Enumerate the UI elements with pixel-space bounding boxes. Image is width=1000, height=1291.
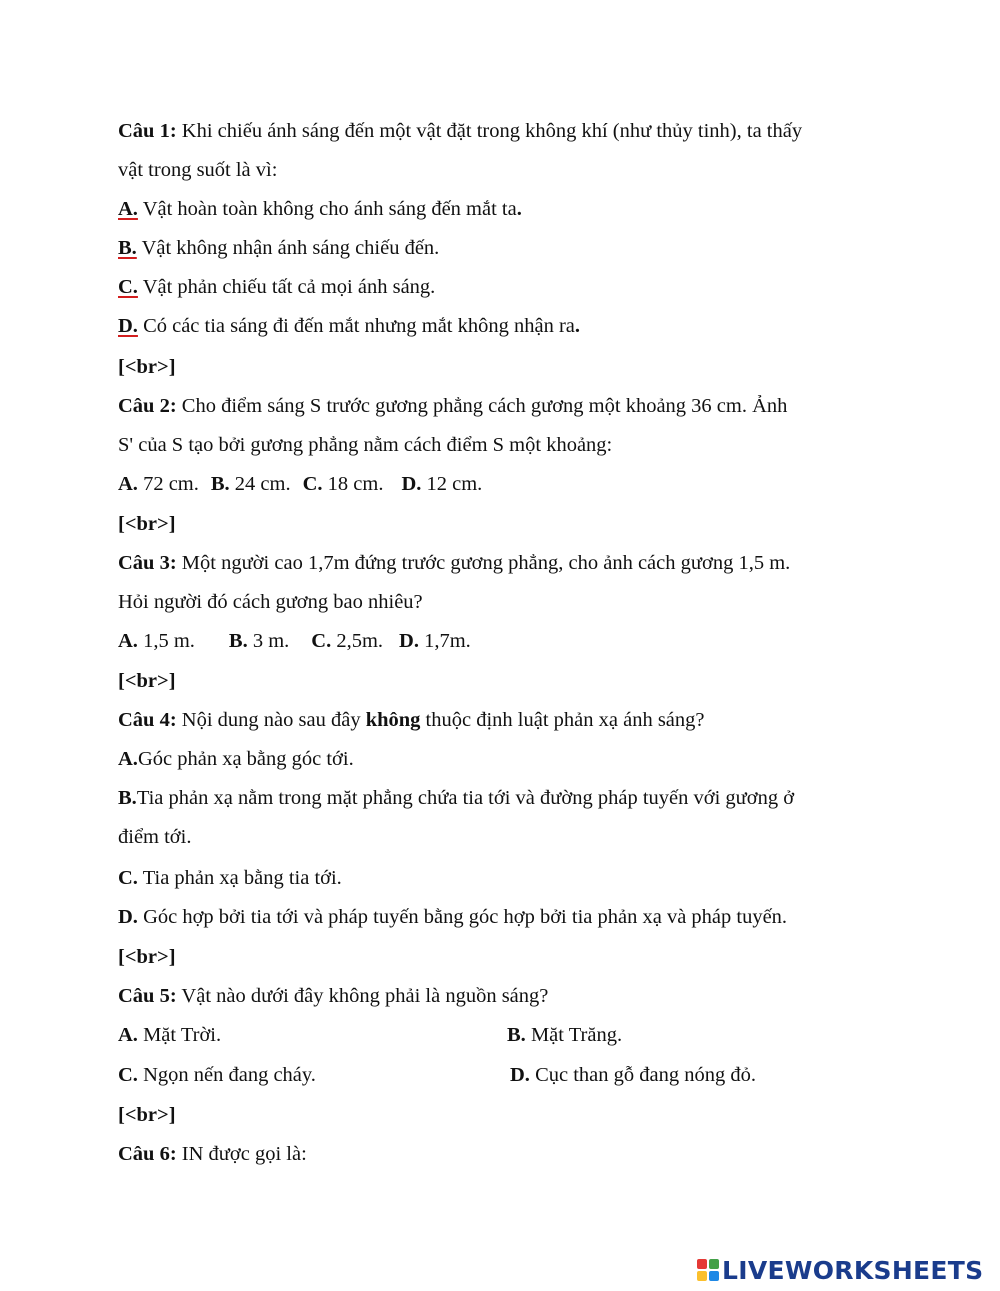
q4-stem-text-pre: Nội dung nào sau đây	[176, 709, 366, 731]
q3-option-b-key: B.	[228, 630, 248, 652]
q2-label: Câu 2:	[118, 395, 177, 417]
q4-stem-line	[118, 707, 705, 733]
q3-stem-text-1: Một người cao 1,7m đứng trước gương phẳng, cho ảnh cách gương 1,5 m.	[176, 552, 791, 574]
q4-option-a	[118, 746, 354, 772]
q1-label: Câu 1:	[118, 120, 177, 142]
q2-option-c-text: 18 cm.	[322, 473, 384, 495]
q1-option-a	[118, 196, 522, 222]
q6-label: Câu 6:	[118, 1143, 177, 1165]
q2-option-a-key: A.	[118, 473, 138, 495]
q2-option-d-key: D.	[401, 473, 422, 495]
q3-stem-line-2	[118, 589, 423, 615]
q3-option-a-key: A.	[118, 630, 138, 652]
q4-option-b-line-2	[118, 824, 191, 850]
q3-option-b-text: 3 m.	[247, 630, 290, 652]
q4-stem-text-post: thuộc định luật phản xạ ánh sáng?	[420, 709, 705, 731]
q5-option-c-key: C.	[118, 1064, 138, 1086]
q1-stem-line-1	[118, 118, 802, 144]
q2-stem-text-2: S' của S tạo bởi gương phẳng nằm cách điểm S một khoảng:	[118, 434, 613, 456]
q4-option-a-text: Góc phản xạ bằng góc tới.	[137, 748, 354, 770]
q5-label: Câu 5:	[118, 985, 177, 1007]
q1-option-d-dot: .	[574, 315, 581, 337]
separator-5: [<br>]	[118, 1104, 176, 1126]
q3-stem-text-2: Hỏi người đó cách gương bao nhiêu?	[118, 591, 423, 613]
q4-stem-text-bold: không	[365, 709, 421, 731]
q1-option-d	[118, 313, 580, 339]
q1-option-b	[118, 235, 439, 261]
q5-stem-text: Vật nào dưới đây không phải là nguồn sáng?	[176, 985, 549, 1007]
separator-2: [<br>]	[118, 513, 176, 535]
q1-option-a-dot: .	[516, 198, 522, 220]
q4-option-a-key: A.	[118, 748, 138, 770]
q3-options	[118, 628, 471, 654]
q3-stem-line-1	[118, 550, 790, 576]
q2-stem-line-2	[118, 432, 612, 458]
q1-option-b-text: Vật không nhận ánh sáng chiếu đến.	[136, 237, 440, 259]
logo-text: LIVEWORKSHEETS	[722, 1255, 984, 1285]
q6-stem-line	[118, 1141, 307, 1167]
liveworksheets-squares-icon	[697, 1259, 719, 1281]
q2-option-a-text: 72 cm.	[137, 473, 199, 495]
q4-option-d-text: Góc hợp bởi tia tới và pháp tuyến bằng góc hợp bởi tia phản xạ và pháp tuyến.	[137, 906, 788, 928]
q4-option-d	[118, 904, 787, 930]
q5-option-b	[507, 1022, 622, 1048]
separator-1: [<br>]	[118, 356, 176, 378]
q1-option-a-text: Vật hoàn toàn không cho ánh sáng đến mắt ta	[137, 198, 517, 220]
q4-option-c-text: Tia phản xạ bằng tia tới.	[137, 867, 342, 889]
q4-option-b-line-1	[118, 785, 794, 811]
q3-option-c-text: 2,5m.	[331, 630, 384, 652]
q2-stem-text-1: Cho điểm sáng S trước gương phẳng cách gương một khoảng 36 cm. Ảnh	[176, 395, 788, 417]
q5-option-c-text: Ngọn nến đang cháy.	[137, 1064, 316, 1086]
q1-stem-line-2	[118, 157, 277, 183]
q1-option-c-key: C.	[118, 276, 138, 298]
q1-option-b-key: B.	[118, 237, 137, 259]
q1-stem-text-1: Khi chiếu ánh sáng đến một vật đặt trong không khí (như thủy tinh), ta thấy	[176, 120, 803, 142]
liveworksheets-logo	[697, 1255, 983, 1285]
q1-option-c	[118, 274, 435, 300]
q6-stem-text: IN được gọi là:	[176, 1143, 307, 1165]
separator-3: [<br>]	[118, 670, 176, 692]
q1-option-d-text: Có các tia sáng đi đến mắt nhưng mắt không nhận ra	[137, 315, 575, 337]
q2-option-d-text: 12 cm.	[421, 473, 483, 495]
q4-label: Câu 4:	[118, 709, 177, 731]
q4-option-d-key: D.	[118, 906, 138, 928]
q5-option-d-key: D.	[510, 1064, 530, 1086]
q4-option-c	[118, 865, 342, 891]
q2-option-b-text: 24 cm.	[229, 473, 291, 495]
q5-option-b-key: B.	[507, 1024, 526, 1046]
q3-option-a-text: 1,5 m.	[137, 630, 195, 652]
q2-options	[118, 471, 482, 497]
q3-label: Câu 3:	[118, 552, 177, 574]
q4-option-b-key: B.	[118, 787, 137, 809]
q2-option-c-key: C.	[302, 473, 323, 495]
q1-option-c-text: Vật phản chiếu tất cả mọi ánh sáng.	[137, 276, 436, 298]
q2-option-b-key: B.	[210, 473, 230, 495]
q3-option-c-key: C.	[311, 630, 332, 652]
q5-option-c	[118, 1062, 316, 1088]
q5-option-a	[118, 1022, 221, 1048]
q2-stem-line-1	[118, 393, 787, 419]
q1-option-d-key: D.	[118, 315, 138, 337]
q5-stem-line	[118, 983, 548, 1009]
q5-option-a-text: Mặt Trời.	[137, 1024, 222, 1046]
q4-option-b-text-2: điểm tới.	[118, 826, 192, 848]
q5-option-d	[510, 1062, 756, 1088]
separator-4: [<br>]	[118, 946, 176, 968]
q5-option-a-key: A.	[118, 1024, 138, 1046]
q1-stem-text-2: vật trong suốt là vì:	[118, 159, 278, 181]
q4-option-b-text-1: Tia phản xạ nằm trong mặt phẳng chứa tia tới và đường pháp tuyến với gương ở	[136, 787, 795, 809]
q5-option-b-text: Mặt Trăng.	[525, 1024, 623, 1046]
q5-option-d-text: Cục than gỗ đang nóng đỏ.	[529, 1064, 756, 1086]
q1-option-a-key: A.	[118, 198, 138, 220]
q3-option-d-key: D.	[399, 630, 419, 652]
q3-option-d-text: 1,7m.	[418, 630, 471, 652]
q4-option-c-key: C.	[118, 867, 138, 889]
